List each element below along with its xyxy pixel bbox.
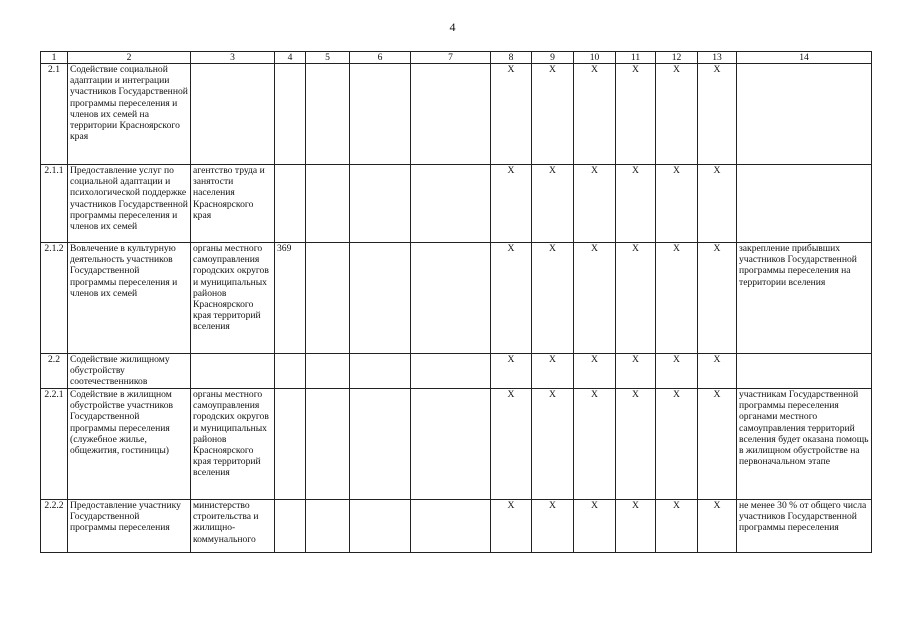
x-mark: X — [616, 354, 656, 389]
x-mark: X — [656, 389, 698, 500]
x-mark: X — [532, 354, 574, 389]
header-cell-8: 8 — [491, 52, 532, 64]
header-cell-11: 11 — [616, 52, 656, 64]
empty-cell — [306, 64, 350, 165]
x-mark: X — [491, 64, 532, 165]
x-mark: X — [698, 165, 737, 243]
x-mark: X — [532, 64, 574, 165]
x-mark: X — [491, 165, 532, 243]
x-mark: X — [574, 354, 616, 389]
x-mark: X — [698, 500, 737, 553]
empty-cell — [411, 354, 491, 389]
empty-cell — [411, 64, 491, 165]
value-col4 — [275, 64, 306, 165]
event-name: Предоставление услуг по социальной адаптации и психологической поддержке участников Государственной программы переселения и членов их семей — [68, 165, 191, 243]
header-cell-13: 13 — [698, 52, 737, 64]
x-mark: X — [656, 354, 698, 389]
empty-cell — [350, 243, 411, 354]
value-col4 — [275, 165, 306, 243]
x-mark: X — [491, 389, 532, 500]
empty-cell — [306, 243, 350, 354]
result — [737, 165, 872, 243]
x-mark: X — [574, 243, 616, 354]
x-mark: X — [491, 354, 532, 389]
event-name: Вовлечение в культурную деятельность участников Государственной программы переселения и членов их семей — [68, 243, 191, 354]
executor — [191, 354, 275, 389]
x-mark: X — [532, 389, 574, 500]
result — [737, 64, 872, 165]
empty-cell — [411, 165, 491, 243]
empty-cell — [411, 389, 491, 500]
x-mark: X — [616, 64, 656, 165]
table-row — [41, 64, 872, 165]
x-mark: X — [656, 500, 698, 553]
event-name: Содействие в жилищном обустройстве участников Государственной программы переселения (служебное жилье, общежития, гостиницы) — [68, 389, 191, 500]
header-cell-7: 7 — [411, 52, 491, 64]
empty-cell — [411, 243, 491, 354]
x-mark: X — [616, 243, 656, 354]
header-cell-3: 3 — [191, 52, 275, 64]
empty-cell — [350, 389, 411, 500]
empty-cell — [350, 354, 411, 389]
value-col4 — [275, 389, 306, 500]
x-mark: X — [532, 165, 574, 243]
x-mark: X — [491, 243, 532, 354]
header-cell-12: 12 — [656, 52, 698, 64]
empty-cell — [350, 500, 411, 553]
empty-cell — [306, 354, 350, 389]
x-mark: X — [656, 243, 698, 354]
x-mark: X — [532, 500, 574, 553]
result: закрепление прибывших участников Государственной программы переселения на территории вселения — [737, 243, 872, 354]
header-cell-1: 1 — [41, 52, 68, 64]
x-mark: X — [656, 64, 698, 165]
row-number: 2.2.2 — [41, 500, 68, 553]
x-mark: X — [616, 389, 656, 500]
header-cell-10: 10 — [574, 52, 616, 64]
empty-cell — [350, 64, 411, 165]
empty-cell — [306, 165, 350, 243]
row-number: 2.2 — [41, 354, 68, 389]
table-row — [41, 500, 872, 553]
header-cell-9: 9 — [532, 52, 574, 64]
x-mark: X — [491, 500, 532, 553]
table-row — [41, 243, 872, 354]
x-mark: X — [656, 165, 698, 243]
x-mark: X — [574, 165, 616, 243]
x-mark: X — [616, 500, 656, 553]
result: участникам Государственной программы переселения органами местного самоуправления территорий вселения будет оказана помощь в жилищном обустройстве на первоначальном этапе — [737, 389, 872, 500]
empty-cell — [306, 500, 350, 553]
row-number: 2.1.2 — [41, 243, 68, 354]
empty-cell — [306, 389, 350, 500]
table-row — [41, 389, 872, 500]
event-name: Содействие социальной адаптации и интеграции участников Государственной программы переселения и членов их семей на территории Красноярского края — [68, 64, 191, 165]
event-name: Содействие жилищному обустройству соотечественников — [68, 354, 191, 389]
header-cell-14: 14 — [737, 52, 872, 64]
program-table — [40, 51, 872, 553]
header-cell-5: 5 — [306, 52, 350, 64]
x-mark: X — [698, 243, 737, 354]
row-number: 2.2.1 — [41, 389, 68, 500]
x-mark: X — [574, 389, 616, 500]
row-number: 2.1.1 — [41, 165, 68, 243]
executor — [191, 64, 275, 165]
empty-cell — [350, 165, 411, 243]
executor: органы местного самоуправления городских округов и муниципальных районов Красноярского края территорий вселения — [191, 389, 275, 500]
header-cell-2: 2 — [68, 52, 191, 64]
header-row — [41, 52, 872, 64]
executor: органы местного самоуправления городских округов и муниципальных районов Красноярского края территорий вселения — [191, 243, 275, 354]
empty-cell — [411, 500, 491, 553]
executor: министерство строительства и жилищно-коммунального — [191, 500, 275, 553]
value-col4: 369 — [275, 243, 306, 354]
x-mark: X — [698, 354, 737, 389]
result — [737, 354, 872, 389]
header-cell-4: 4 — [275, 52, 306, 64]
table-row — [41, 165, 872, 243]
x-mark: X — [698, 64, 737, 165]
x-mark: X — [574, 64, 616, 165]
result: не менее 30 % от общего числа участников Государственной программы переселения — [737, 500, 872, 553]
page-number: 4 — [449, 20, 456, 34]
x-mark: X — [698, 389, 737, 500]
header-cell-6: 6 — [350, 52, 411, 64]
event-name: Предоставление участнику Государственной программы переселения — [68, 500, 191, 553]
table-row — [41, 354, 872, 389]
x-mark: X — [574, 500, 616, 553]
value-col4 — [275, 354, 306, 389]
x-mark: X — [616, 165, 656, 243]
executor: агентство труда и занятости населения Красноярского края — [191, 165, 275, 243]
row-number: 2.1 — [41, 64, 68, 165]
x-mark: X — [532, 243, 574, 354]
value-col4 — [275, 500, 306, 553]
